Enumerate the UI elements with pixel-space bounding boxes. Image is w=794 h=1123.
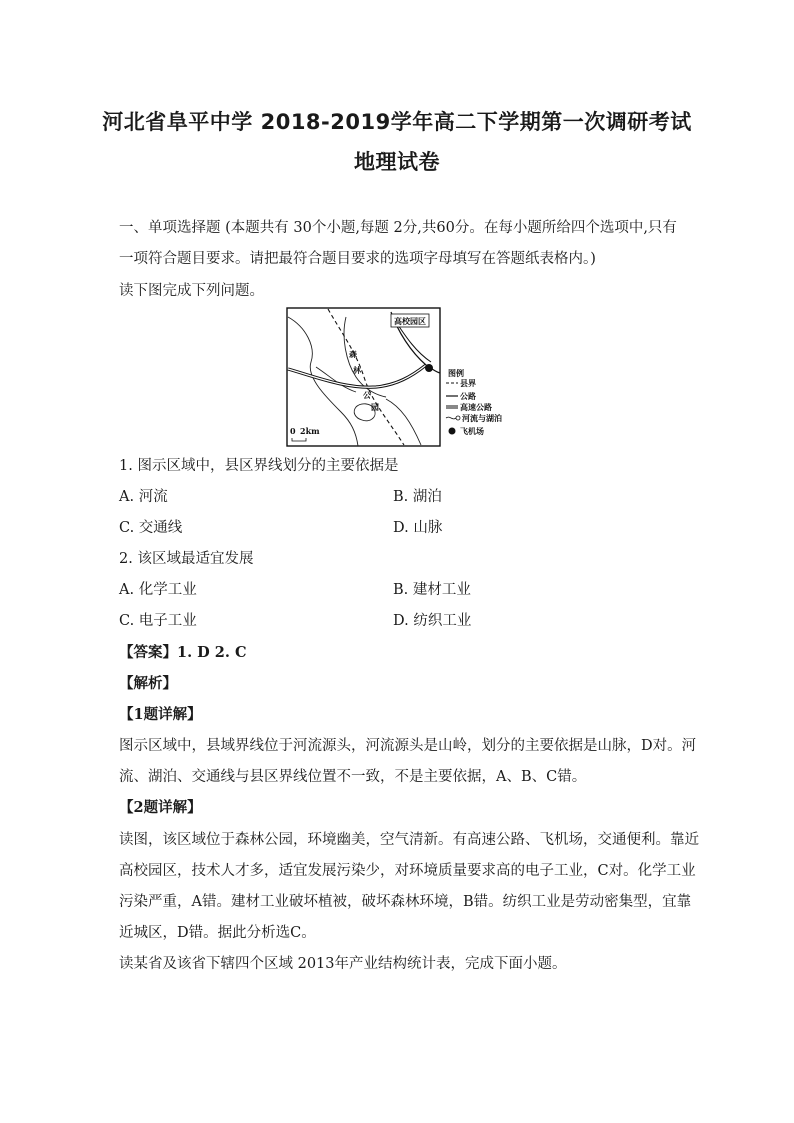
question-1-stem: 1. 图示区域中，县区界线划分的主要依据是 — [119, 458, 399, 474]
forest-char-4: 园 — [371, 402, 379, 412]
legend-river-symbol — [446, 417, 456, 419]
detail-1-line-1: 图示区域中，县域界线位于河流源头，河流源头是山岭，划分的主要依据是山脉，D对。河 — [119, 738, 697, 754]
section-heading-line1: 一、单项选择题 (本题共有 30个小题,每题 2分,共60分。在每小题所给四个选项中,只有 — [119, 220, 677, 236]
scale-zero: 0 — [290, 426, 296, 436]
legend-county: 县界 — [460, 378, 476, 388]
exam-subtitle: 地理试卷 — [354, 150, 440, 174]
q1-option-b: B. 湖泊 — [393, 489, 442, 505]
detail-2-line-4: 近城区，D错。据此分析选C。 — [119, 925, 316, 941]
section-heading-line2: 一项符合题目要求。请把最符合题目要求的选项字母填写在答题纸表格内。) — [119, 251, 596, 267]
forest-char-1: 森 — [349, 349, 357, 359]
detail-1-line-2: 流、湖泊、交通线与县区界线位置不一致，不是主要依据，A、B、C错。 — [119, 769, 587, 785]
q1-option-c: C. 交通线 — [119, 520, 183, 536]
answer-line: 【答案】1. D 2. C — [119, 644, 247, 661]
next-instruction: 读某省及该省下辖四个区域 2013年产业结构统计表，完成下面小题。 — [119, 956, 567, 972]
detail-2-line-3: 污染严重，A错。建材工业破坏植被，破坏森林环境，B错。纺织工业是劳动密集型，宜靠 — [119, 894, 692, 910]
legend-river: 河流与湖泊 — [462, 413, 502, 423]
legend-road: 公路 — [460, 391, 476, 401]
detail-2-line-2: 高校园区，技术人才多，适宜发展污染少，对环境质量要求高的电子工业，C对。化学工业 — [119, 863, 696, 879]
q2-option-b: B. 建材工业 — [393, 582, 471, 598]
question-2-stem: 2. 该区域最适宜发展 — [119, 551, 254, 567]
legend-highway: 高速公路 — [460, 402, 492, 412]
q1-option-d: D. 山脉 — [393, 520, 443, 536]
airport-icon — [425, 364, 433, 372]
scale-label: 2km — [300, 426, 320, 436]
analysis-label: 【解析】 — [119, 675, 177, 692]
campus-label: 高校园区 — [394, 316, 426, 326]
legend-title: 图例 — [448, 368, 464, 378]
exam-title: 河北省阜平中学 2018-2019学年高二下学期第一次调研考试 — [102, 110, 692, 134]
detail-2-line-1: 读图，该区域位于森林公园，环境幽美，空气清新。有高速公路、飞机场，交通便利。靠近 — [119, 832, 699, 848]
q2-option-a: A. 化学工业 — [119, 582, 197, 598]
map-instruction: 读下图完成下列问题。 — [119, 283, 264, 299]
legend-airport-symbol — [449, 428, 456, 435]
forest-char-3: 公 — [363, 390, 371, 400]
q2-option-c: C. 电子工业 — [119, 613, 197, 629]
q2-option-d: D. 纺织工业 — [393, 613, 472, 629]
q1-option-a: A. 河流 — [119, 489, 168, 505]
detail-2-label: 【2题详解】 — [119, 799, 202, 816]
legend-airport: 飞机场 — [460, 426, 484, 436]
forest-park-map — [286, 307, 511, 448]
forest-char-2: 林 — [353, 365, 361, 375]
detail-1-label: 【1题详解】 — [119, 706, 202, 723]
